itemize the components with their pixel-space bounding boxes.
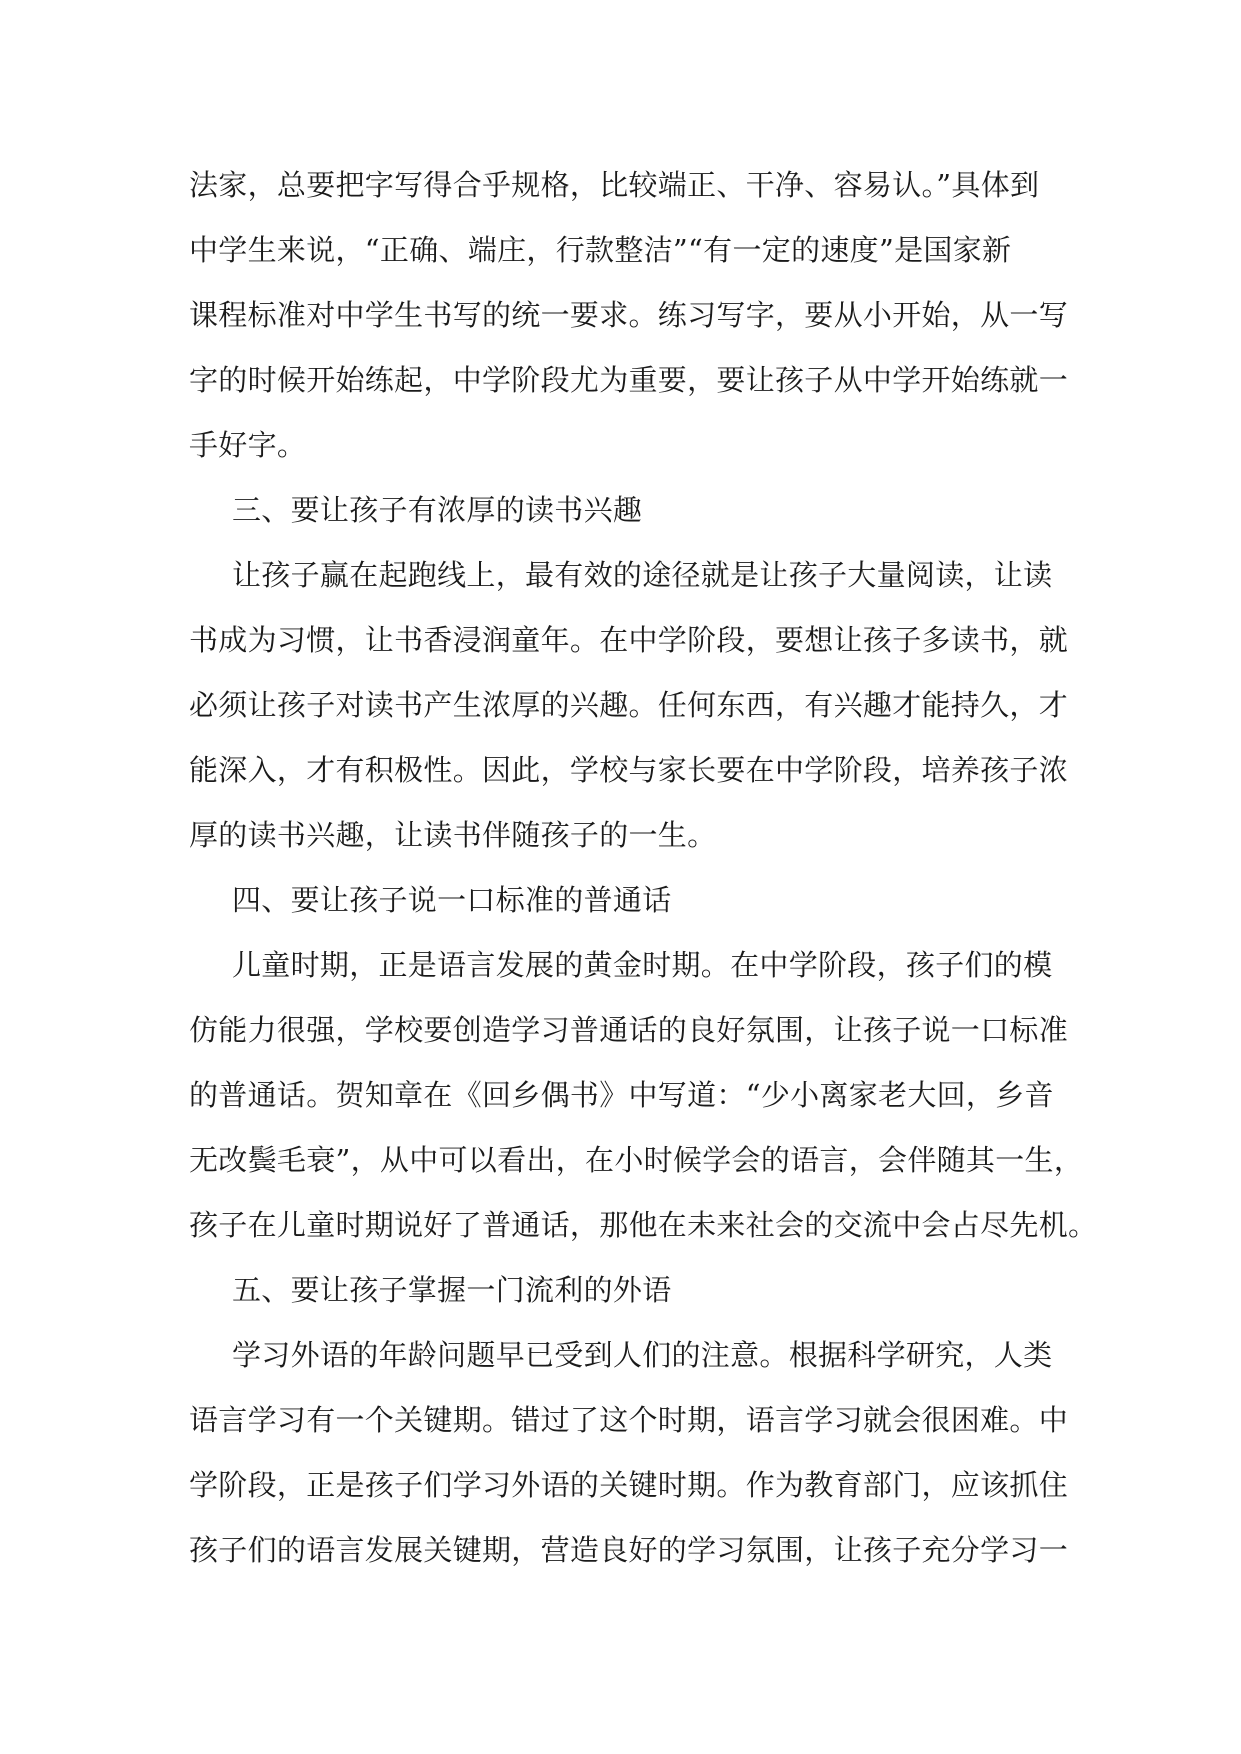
section-heading: 四、要让孩子说一口标准的普通话 (232, 883, 672, 917)
text-line: 手好字。 (189, 428, 307, 462)
text-line: 让孩子赢在起跑线上，最有效的途径就是让孩子大量阅读，让读 (232, 558, 1053, 592)
section-heading: 三、要让孩子有浓厚的读书兴趣 (232, 493, 643, 527)
text-line: 学习外语的年龄问题早已受到人们的注意。根据科学研究，人类 (232, 1338, 1053, 1372)
text-line: 语言学习有一个关键期。错过了这个时期，语言学习就会很困难。中 (189, 1403, 1069, 1437)
text-line: 字的时候开始练起，中学阶段尤为重要，要让孩子从中学开始练就一 (189, 363, 1069, 397)
text-line: 仿能力很强，学校要创造学习普通话的良好氛围，让孩子说一口标准 (189, 1013, 1069, 1047)
text-line: 能深入，才有积极性。因此，学校与家长要在中学阶段，培养孩子浓 (189, 753, 1069, 787)
text-line: 儿童时期，正是语言发展的黄金时期。在中学阶段，孩子们的模 (232, 948, 1053, 982)
text-line: 孩子们的语言发展关键期，营造良好的学习氛围，让孩子充分学习一 (189, 1533, 1069, 1567)
text-line: 学阶段，正是孩子们学习外语的关键时期。作为教育部门，应该抓住 (189, 1468, 1069, 1502)
text-line: 书成为习惯，让书香浸润童年。在中学阶段，要想让孩子多读书，就 (189, 623, 1069, 657)
text-line: 的普通话。贺知章在《回乡偶书》中写道：“少小离家老大回，乡音 (189, 1078, 1054, 1112)
text-line: 孩子在儿童时期说好了普通话，那他在未来社会的交流中会占尽先机。 (189, 1208, 1098, 1242)
text-line: 法家，总要把字写得合乎规格，比较端正、干净、容易认。”具体到 (189, 168, 1040, 202)
text-line: 课程标准对中学生书写的统一要求。练习写字，要从小开始，从一写 (189, 298, 1069, 332)
section-heading: 五、要让孩子掌握一门流利的外语 (232, 1273, 672, 1307)
text-line: 必须让孩子对读书产生浓厚的兴趣。任何东西，有兴趣才能持久，才 (189, 688, 1069, 722)
text-line: 中学生来说，“正确、端庄，行款整洁”“有一定的速度”是国家新 (189, 233, 1012, 267)
text-line: 无改鬓毛衰”，从中可以看出，在小时候学会的语言，会伴随其一生， (189, 1143, 1084, 1177)
text-line: 厚的读书兴趣，让读书伴随孩子的一生。 (189, 818, 717, 852)
